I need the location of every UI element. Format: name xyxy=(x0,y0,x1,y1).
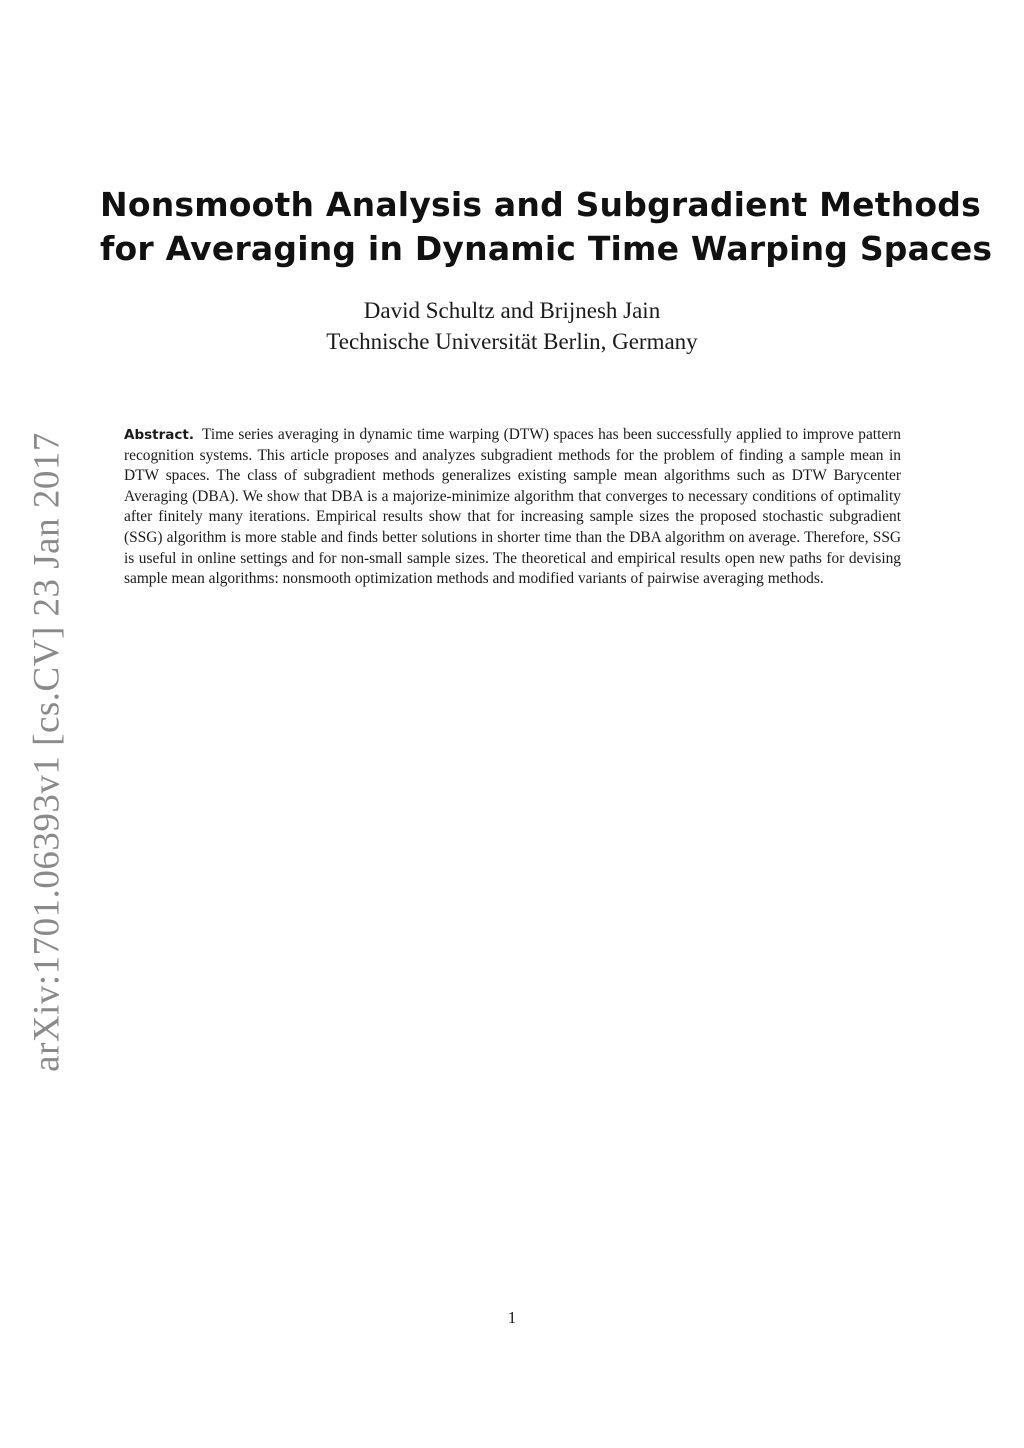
paper-title-line-2: for Averaging in Dynamic Time Warping Spaces xyxy=(100,229,993,268)
paper-title-line-1: Nonsmooth Analysis and Subgradient Methods xyxy=(100,185,981,224)
abstract-label: Abstract. xyxy=(124,427,194,443)
author-names: David Schultz and Brijnesh Jain xyxy=(363,298,661,323)
abstract-paragraph xyxy=(124,425,901,590)
author-affiliation: Technische Universität Berlin, Germany xyxy=(326,329,698,354)
page-number: 1 xyxy=(507,1308,517,1327)
arxiv-identifier-stamp: arXiv:1701.06393v1 [cs.CV] 23 Jan 2017 xyxy=(26,432,68,1072)
author-block xyxy=(100,295,924,357)
paper-title xyxy=(100,183,993,271)
abstract-text: Time series averaging in dynamic time warping (DTW) spaces has been successfully applied to improve pattern recognition systems. This article proposes and analyzes subgradient methods for the problem of finding a sample mean in DTW spaces. The class of subgradient methods generalizes existing sample mean algorithms such as DTW Barycenter Averaging (DBA). We show that DBA is a majorize-minimize algorithm that converges to necessary conditions of optimality after finitely many iterations. Empirical results show that for increasing sample sizes the proposed stochastic subgradient (SSG) algorithm is more stable and finds better solutions in shorter time than the DBA algorithm on average. Therefore, SSG is useful in online settings and for non-small sample sizes. The theoretical and empirical results open new paths for devising sample mean algorithms: nonsmooth optimization methods and modified variants of pairwise averaging methods. xyxy=(124,426,901,588)
